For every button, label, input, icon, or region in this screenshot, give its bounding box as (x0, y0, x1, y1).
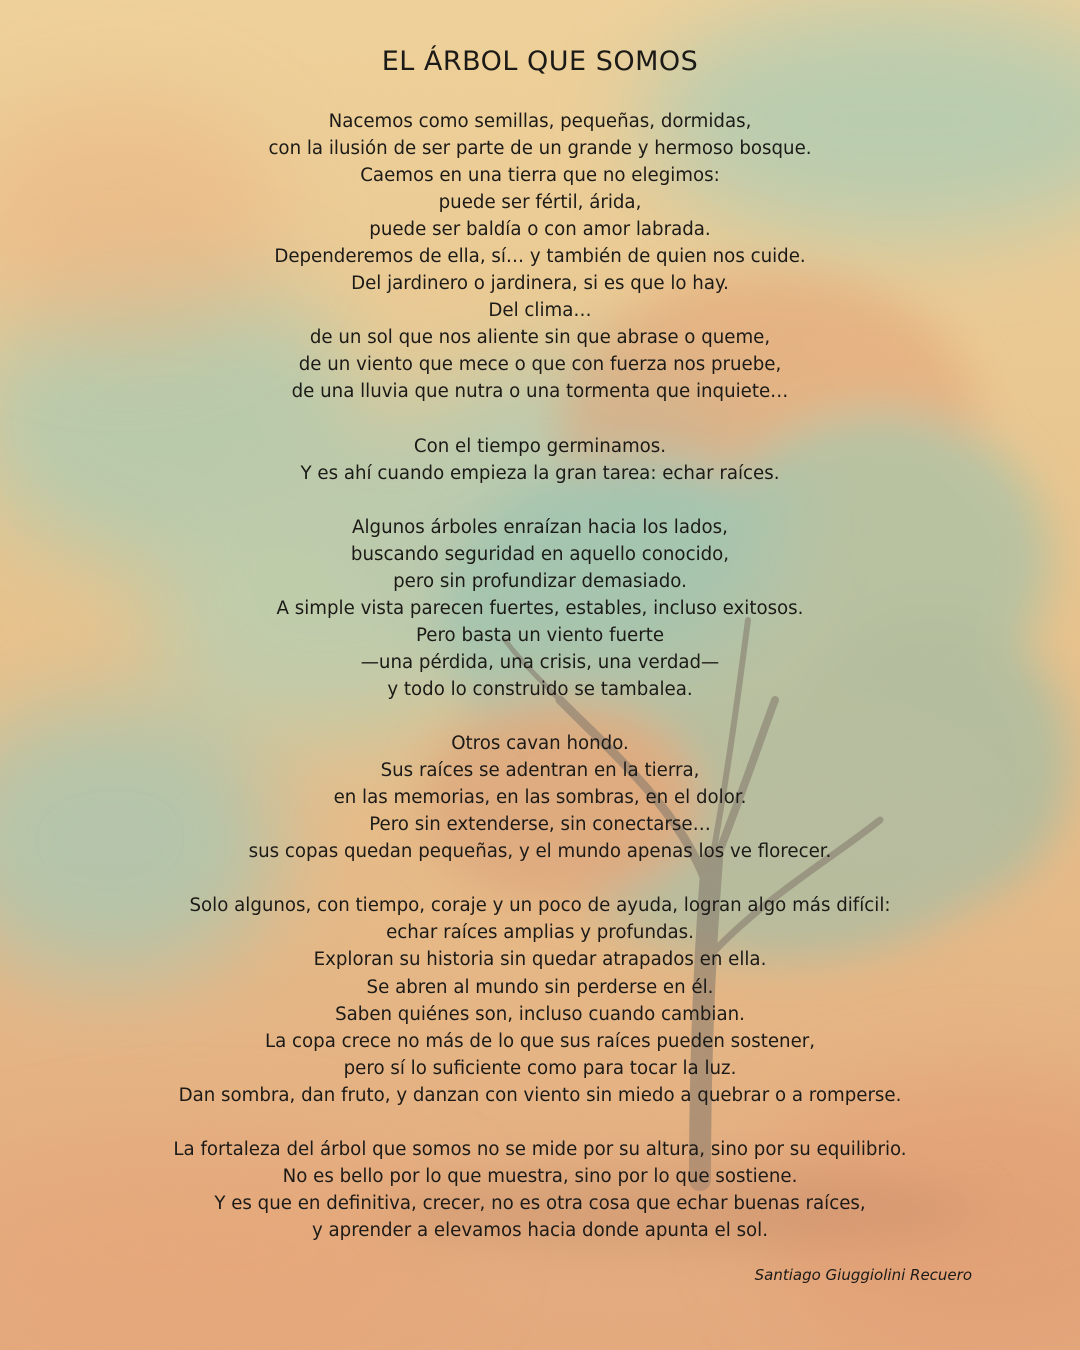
poem-stanza (40, 433, 1040, 487)
poem-verse: echar raíces amplias y profundas. (386, 922, 694, 944)
poem-verse: Y es ahí cuando empieza la gran tarea: echar raíces. (300, 462, 780, 484)
poem-verse: de una lluvia que nutra o una tormenta que inquiete… (291, 381, 789, 403)
poem-verse: La fortaleza del árbol que somos no se mide por su altura, sino por su equilibrio. (173, 1138, 907, 1160)
poem-verse: Algunos árboles enraízan hacia los lados, (352, 516, 728, 538)
poem-verse: buscando seguridad en aquello conocido, (350, 543, 730, 565)
poem-verse: puede ser baldía o con amor labrada. (369, 219, 711, 241)
poem-verse: No es bello por lo que muestra, sino por lo que sostiene. (282, 1165, 798, 1187)
poem-verse: sus copas quedan pequeñas, y el mundo apenas los ve florecer. (248, 841, 832, 863)
poem-verse: Pero basta un viento fuerte (415, 624, 665, 646)
poem-title: EL ÁRBOL QUE SOMOS (381, 46, 699, 77)
poem-verse: Se abren al mundo sin perderse en él. (366, 976, 714, 998)
poem-verse: Nacemos como semillas, pequeñas, dormidas, (328, 111, 752, 132)
poem-verse: Solo algunos, con tiempo, coraje y un poco de ayuda, logran algo más difícil: (189, 895, 891, 917)
poem-verse: y todo lo construido se tambalea. (387, 678, 693, 700)
poem-verse: y aprender a elevamos hacia donde apunta el sol. (311, 1219, 769, 1241)
poem-stanza (40, 108, 1040, 406)
poem-verse: Sus raíces se adentran en la tierra, (380, 760, 700, 782)
poem-verse: en las memorias, en las sombras, en el dolor. (333, 787, 747, 809)
poem-verse: Otros cavan hondo. (451, 733, 629, 755)
poem-verse: —una pérdida, una crisis, una verdad— (360, 651, 720, 673)
poem-verse: con la ilusión de ser parte de un grande y hermoso bosque. (268, 138, 812, 160)
poem-verse: La copa crece no más de lo que sus raíces pueden sostener, (264, 1030, 816, 1052)
poem-stanza (40, 892, 1040, 1108)
poem-verse: Pero sin extenderse, sin conectarse… (369, 814, 711, 836)
poem-stanza (40, 1136, 1040, 1244)
poem-verse: Del clima… (488, 300, 592, 322)
poem-verse: de un sol que nos aliente sin que abrase o queme, (309, 327, 771, 349)
poem-stanza (40, 730, 1040, 865)
poem-verse: Y es que en definitiva, crecer, no es otra cosa que echar buenas raíces, (214, 1192, 866, 1214)
poem-body (40, 108, 1040, 1244)
poem-stanza (40, 514, 1040, 703)
poem-verse: Saben quiénes son, incluso cuando cambian. (335, 1003, 745, 1025)
poem-verse: Dependeremos de ella, sí… y también de quien nos cuide. (274, 246, 806, 268)
poem-verse: Caemos en una tierra que no elegimos: (360, 165, 720, 187)
poem-verse: Dan sombra, dan fruto, y danzan con viento sin miedo a quebrar o a romperse. (178, 1084, 902, 1106)
poem-verse: Exploran su historia sin quedar atrapados en ella. (313, 949, 767, 971)
poem-verse: pero sí lo suficiente como para tocar la luz. (343, 1057, 737, 1079)
poem-verse: Con el tiempo germinamos. (413, 435, 667, 457)
poem-verse: Del jardinero o jardinera, si es que lo hay. (351, 273, 729, 295)
poem-author: Santiago Giuggiolini Recuero (754, 1266, 972, 1284)
poem-verse: puede ser fértil, árida, (438, 192, 642, 214)
poem-verse: de un viento que mece o que con fuerza nos pruebe, (298, 354, 782, 376)
poem-verse: pero sin profundizar demasiado. (393, 570, 687, 592)
poem-verse: A simple vista parecen fuertes, estables, incluso exitosos. (276, 597, 804, 619)
